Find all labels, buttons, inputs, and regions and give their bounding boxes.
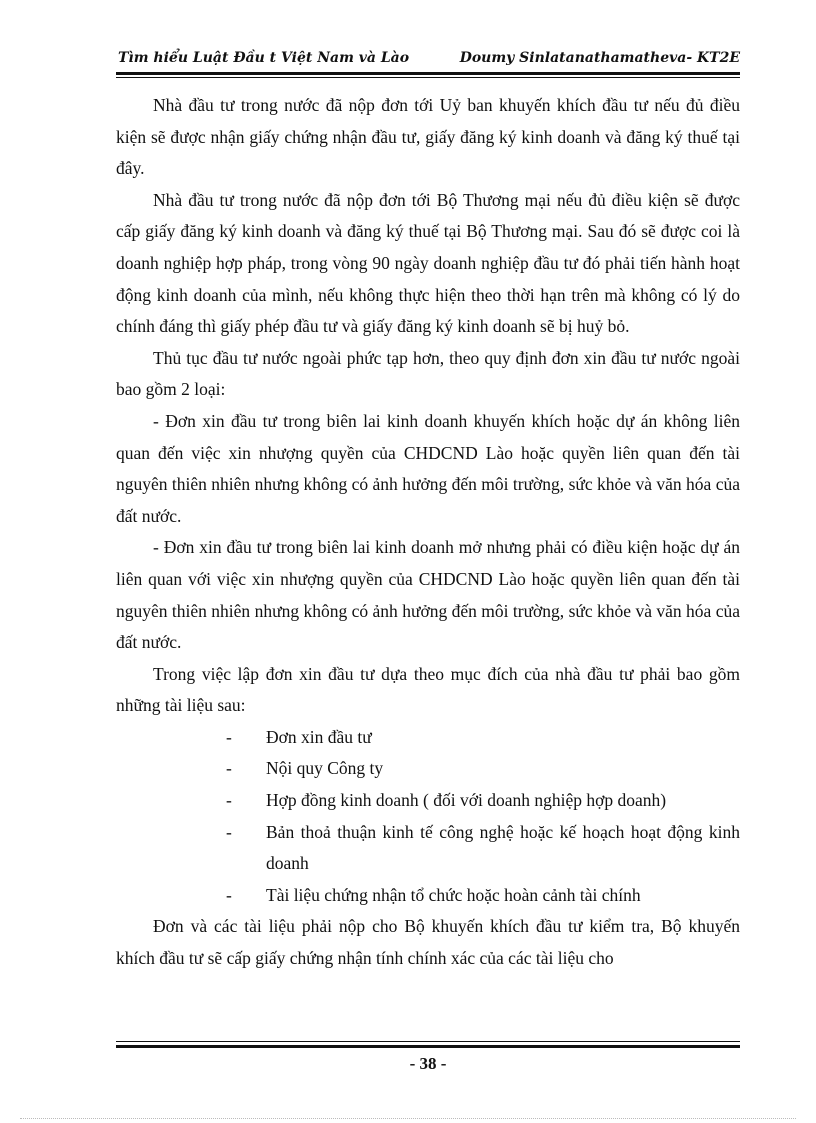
header-author: Doumy Sinlatanathamatheva- KT2E: [459, 50, 740, 66]
footer-rule-thin: [116, 1041, 740, 1042]
body-text: [116, 90, 740, 975]
list-item-text: Đơn xin đầu tư: [266, 726, 372, 747]
paragraph: Nhà đầu tư trong nước đã nộp đơn tới Uỷ ban khuyến khích đầu tư nếu đủ điều kiện sẽ được nhận giấy chứng nhận đầu tư, giấy đăng ký kinh doanh và đăng ký thuế tại đây.: [116, 95, 740, 179]
list-item-text: Nội quy Công ty: [266, 758, 384, 779]
dash-bullet: -: [226, 726, 232, 747]
footer-rule-thick: [116, 1045, 740, 1048]
document-list: [116, 722, 740, 912]
list-item: [116, 880, 740, 912]
page-break-line: [20, 1118, 796, 1119]
paragraph: Thủ tục đầu tư nước ngoài phức tạp hơn, theo quy định đơn xin đầu tư nước ngoài bao gồm 2 loại:: [116, 347, 740, 400]
dash-bullet: -: [226, 758, 232, 779]
list-item: [116, 785, 740, 817]
dash-bullet: -: [226, 884, 232, 905]
header-title: Tìm hiểu Luật Đầu t Việt Nam và Lào: [118, 50, 410, 66]
list-item: [116, 753, 740, 785]
list-item: [116, 722, 740, 754]
list-item-text: Bản thoả thuận kinh tế công nghệ hoặc kế hoạch hoạt động kinh doanh: [266, 821, 740, 874]
list-item-text: Tài liệu chứng nhận tổ chức hoặc hoàn cảnh tài chính: [266, 884, 641, 905]
paragraph: - Đơn xin đầu tư trong biên lai kinh doanh mở nhưng phải có điều kiện hoặc dự án liên quan với việc xin nhượng quyền của CHDCND Lào hoặc quyền liên quan đến tài nguyên thiên nhiên nhưng không có ảnh hưởng đến môi trường, sức khỏe và văn hóa của đất nước.: [116, 537, 740, 653]
header-rule-thin: [116, 77, 740, 78]
dash-bullet: -: [226, 790, 232, 811]
list-item-text: Hợp đồng kinh doanh ( đối với doanh nghiệp hợp doanh): [266, 790, 667, 811]
header-rule-thick: [116, 72, 740, 75]
page-number: - 38 -: [409, 1054, 447, 1073]
paragraph: Nhà đầu tư trong nước đã nộp đơn tới Bộ Thương mại nếu đủ điều kiện sẽ được cấp giấy đăng ký kinh doanh và đăng ký thuế tại Bộ Thương mại. Sau đó sẽ được coi là doanh nghiệp hợp pháp, trong vòng 90 ngày doanh nghiệp đầu tư đó phải tiến hành hoạt động kinh doanh của mình, nếu không thực hiện theo thời hạn trên mà không có lý do chính đáng thì giấy phép đầu tư và giấy đăng ký kinh doanh sẽ bị huỷ bỏ.: [116, 189, 740, 337]
paragraph: Trong việc lập đơn xin đầu tư dựa theo mục đích của nhà đầu tư phải bao gồm những tài liệu sau:: [116, 663, 740, 716]
paragraph: - Đơn xin đầu tư trong biên lai kinh doanh khuyến khích hoặc dự án không liên quan đến việc xin nhượng quyền của CHDCND Lào hoặc quyền liên quan đến tài nguyên thiên nhiên nhưng không có ảnh hưởng đến môi trường, sức khỏe và văn hóa của đất nước.: [116, 410, 740, 526]
list-item: [116, 817, 740, 880]
dash-bullet: -: [226, 821, 232, 842]
paragraph: Đơn và các tài liệu phải nộp cho Bộ khuyến khích đầu tư kiểm tra, Bộ khuyến khích đầu tư sẽ cấp giấy chứng nhận tính chính xác của các tài liệu cho: [116, 916, 740, 969]
